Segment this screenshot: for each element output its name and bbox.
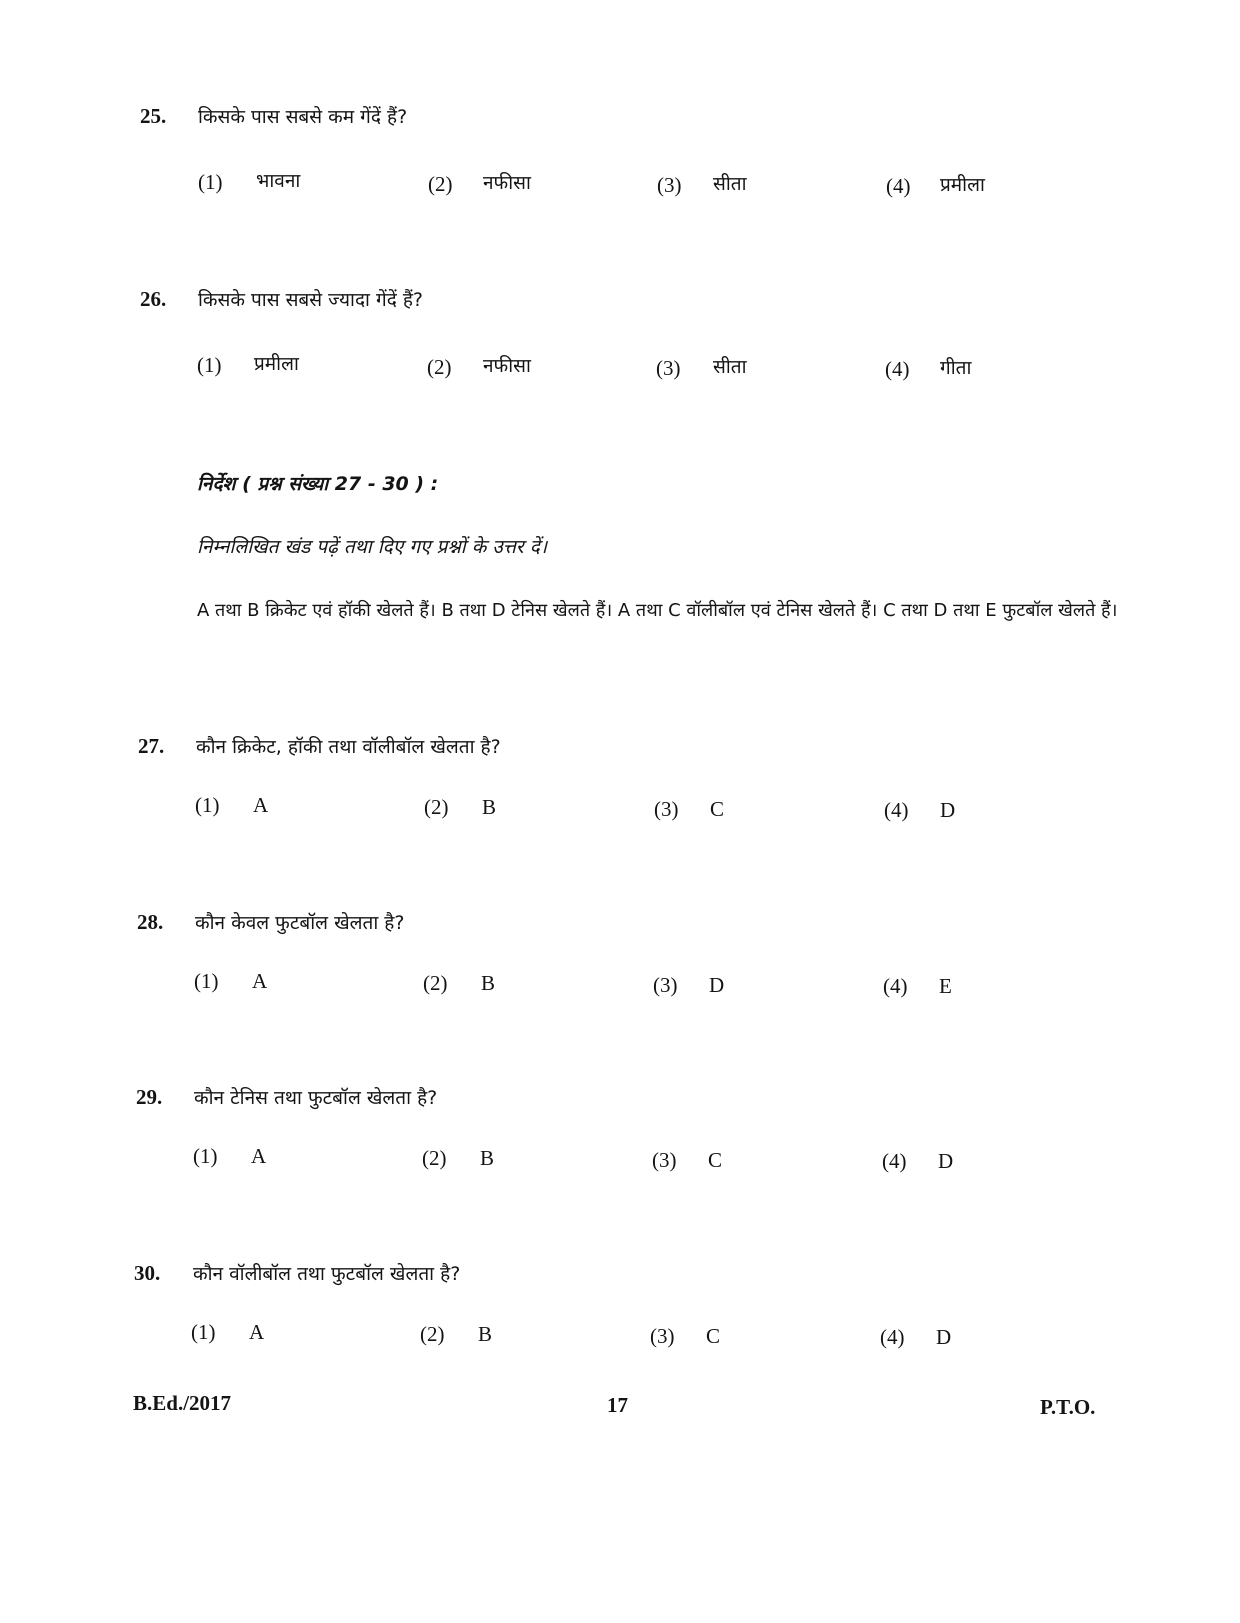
option-text: B: [478, 1322, 493, 1346]
question-number: 25.: [140, 104, 167, 128]
option-number: (4): [883, 974, 908, 998]
option-text: A: [251, 1144, 267, 1168]
question-text: कौन वॉलीबॉल तथा फुटबॉल खेलता है?: [193, 1263, 461, 1285]
option-text: B: [480, 1146, 495, 1170]
option-text: D: [940, 798, 956, 822]
option-number: (3): [656, 356, 681, 380]
question-text: कौन क्रिकेट, हॉकी तथा वॉलीबॉल खेलता है?: [196, 736, 501, 758]
option-text: A: [252, 969, 268, 993]
option-number: (2): [424, 795, 449, 819]
pto-label: P.T.O.: [1040, 1395, 1096, 1419]
question-number: 26.: [140, 287, 167, 311]
option-number: (4): [882, 1149, 907, 1173]
directions-title: निर्देश ( प्रश्न संख्या 27 - 30 ) :: [197, 473, 439, 495]
option-number: (2): [428, 172, 453, 196]
option-text: गीता: [940, 357, 972, 379]
option-text: D: [936, 1325, 952, 1349]
option-number: (3): [654, 797, 679, 821]
option-number: (3): [657, 173, 682, 197]
option-number: (4): [880, 1325, 905, 1349]
option-text: B: [481, 971, 496, 995]
directions-instruction: निम्नलिखित खंड पढ़ें तथा दिए गए प्रश्नों के उत्तर दें।: [197, 536, 548, 558]
exam-code: B.Ed./2017: [133, 1391, 232, 1415]
option-text: D: [938, 1149, 954, 1173]
option-number: (3): [650, 1324, 675, 1348]
option-number: (4): [885, 357, 910, 381]
option-text: C: [706, 1324, 721, 1348]
question-text: किसके पास सबसे ज्यादा गेंदें हैं?: [198, 289, 424, 311]
directions-passage: A तथा B क्रिकेट एवं हॉकी खेलते हैं। B तथा D टेनिस खेलते हैं। A तथा C वॉलीबॉल एवं टेनिस खेलते हैं। C तथा D तथा E फुटबॉल खेलते हैं।: [197, 600, 1118, 621]
option-number: (1): [193, 1144, 218, 1168]
option-number: (4): [886, 174, 911, 198]
option-text: A: [249, 1320, 265, 1344]
option-text: प्रमीला: [254, 353, 299, 375]
question-text: किसके पास सबसे कम गेंदें हैं?: [198, 106, 408, 128]
option-number: (1): [191, 1320, 216, 1344]
question-text: कौन टेनिस तथा फुटबॉल खेलता है?: [194, 1087, 438, 1109]
page-number: 17: [607, 1393, 628, 1417]
option-number: (2): [427, 355, 452, 379]
option-number: (1): [194, 969, 219, 993]
option-number: (3): [653, 973, 678, 997]
option-number: (2): [422, 1146, 447, 1170]
option-text: प्रमीला: [940, 174, 985, 196]
option-text: C: [708, 1148, 723, 1172]
question-number: 27.: [138, 734, 165, 758]
option-text: सीता: [713, 173, 747, 195]
option-text: नफीसा: [483, 172, 531, 194]
question-number: 29.: [136, 1085, 163, 1109]
option-text: A: [253, 793, 269, 817]
option-text: B: [482, 795, 497, 819]
option-text: E: [939, 974, 952, 998]
option-number: (4): [884, 798, 909, 822]
option-text: सीता: [713, 356, 747, 378]
question-number: 28.: [137, 910, 164, 934]
option-text: D: [709, 973, 725, 997]
option-number: (3): [652, 1148, 677, 1172]
option-text: C: [710, 797, 725, 821]
question-number: 30.: [134, 1261, 161, 1285]
option-number: (2): [423, 971, 448, 995]
option-number: (1): [197, 353, 222, 377]
option-number: (1): [198, 170, 223, 194]
question-text: कौन केवल फुटबॉल खेलता है?: [195, 912, 405, 934]
option-text: भावना: [256, 170, 301, 192]
option-number: (2): [420, 1322, 445, 1346]
option-text: नफीसा: [483, 355, 531, 377]
option-number: (1): [195, 793, 220, 817]
